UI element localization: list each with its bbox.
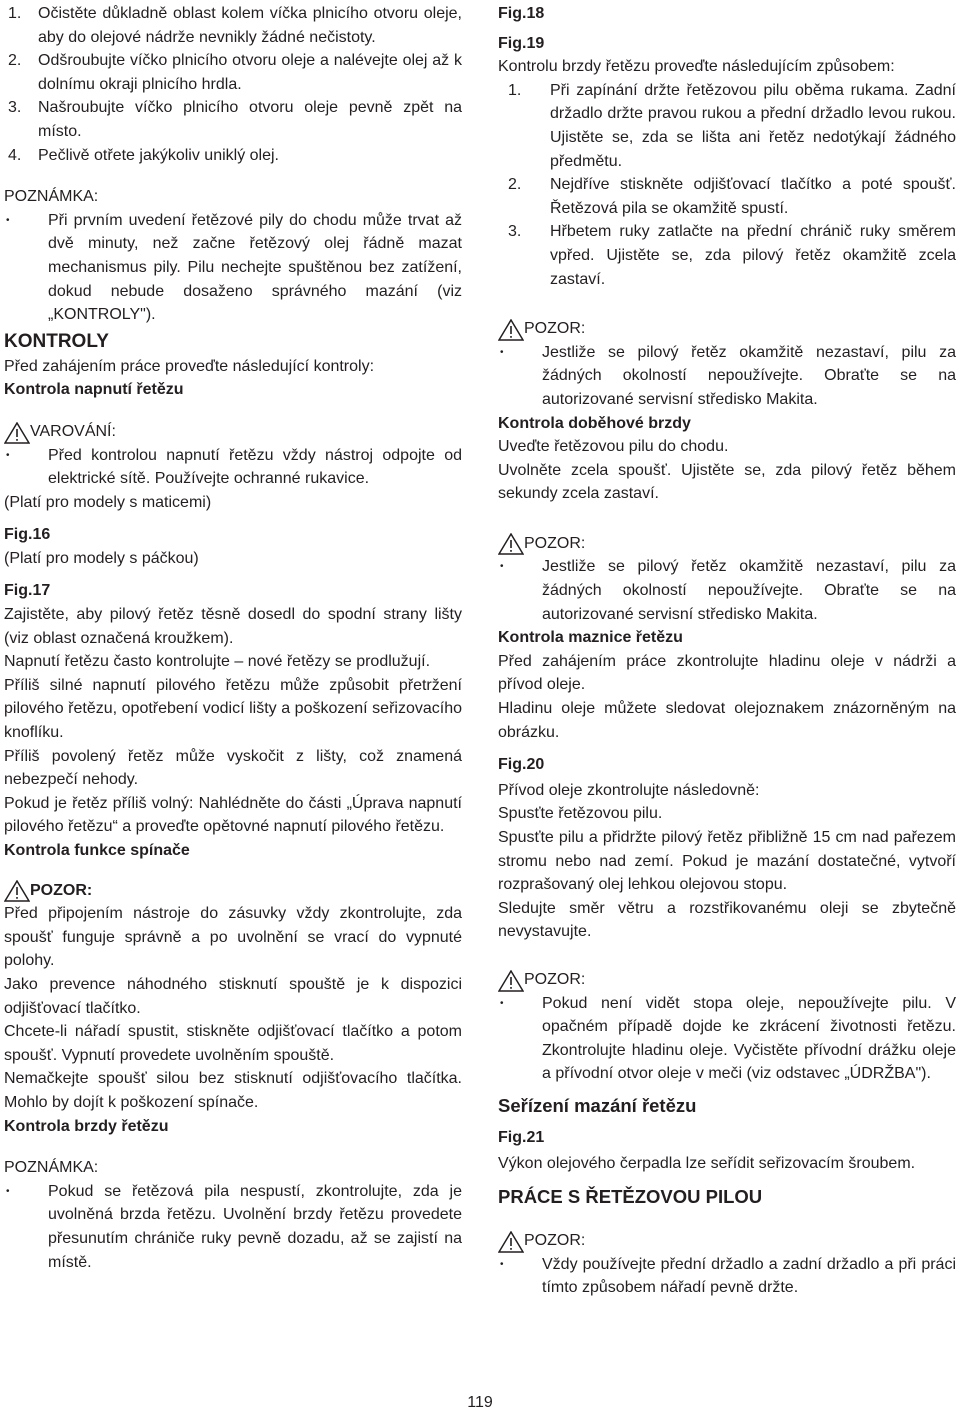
bullet: • bbox=[6, 1185, 10, 1197]
caution-label: POZOR: bbox=[524, 970, 586, 988]
step-text: Pečlivě otřete jakýkoliv uniklý olej. bbox=[38, 146, 279, 164]
caution-header bbox=[498, 1229, 956, 1253]
caution-label: POZOR: bbox=[524, 534, 586, 552]
note-item bbox=[4, 1180, 462, 1274]
tension-paragraph-2: Napnutí řetězu často kontrolujte – nové řetězy se prodlužují. bbox=[4, 653, 431, 671]
step-number: 4. bbox=[8, 146, 22, 164]
caution-header bbox=[498, 317, 956, 341]
switch-paragraph-2: Jako prevence náhodného stisknutí spouště je k dispozici odjišťovací tlačítko. bbox=[4, 975, 462, 1017]
switch-paragraph-4: Nemačkejte spoušť silou bez stisknutí odjišťovacího tlačítka. Mohlo by dojít k poškození spínače. bbox=[4, 1070, 462, 1111]
caution-text: Pokud není vidět stopa oleje, nepoužívejte pilu. V opačném případě dojde ke zkrácení životnosti řetězu. Zkontrolujte hladinu oleje. Vyčistěte přívodní drážku oleje a přívodní otvor oleje v meči (viz odstavec „ÚDRŽBA"). bbox=[542, 994, 956, 1083]
lube-paragraph-2: Hladinu oleje můžete sledovat olejoznakem znázorněným na obrázku. bbox=[498, 700, 956, 741]
step-text: Při zapínání držte řetězovou pilu oběma rukama. Zadní držadlo držte pravou rukou a přední držadlo levou rukou. Ujistěte se, zda se lišta ani řetěz nedotýkají žádného předmětu. bbox=[550, 81, 956, 170]
models-nuts: (Platí pro modely s maticemi) bbox=[4, 493, 212, 511]
right-column bbox=[498, 2, 956, 1300]
lube-paragraph-1: Před zahájením práce zkontrolujte hladinu oleje v nádrži a přívod oleje. bbox=[498, 652, 956, 694]
warning-triangle-icon bbox=[498, 319, 524, 341]
fig-18: Fig.18 bbox=[498, 5, 545, 22]
warning-item bbox=[4, 444, 462, 491]
lube-paragraph-4: Spusťte řetězovou pilu. bbox=[498, 805, 663, 823]
bullet: • bbox=[500, 561, 504, 573]
subheading-overrun-brake: Kontrola doběhové brzdy bbox=[498, 414, 691, 432]
section-heading-kontroly: KONTROLY bbox=[4, 330, 109, 352]
adjust-paragraph: Výkon olejového čerpadla lze seřídit seřizovacím šroubem. bbox=[498, 1154, 916, 1172]
caution-header bbox=[498, 968, 956, 992]
note-label: POZNÁMKA: bbox=[4, 1159, 99, 1177]
fig-21: Fig.21 bbox=[498, 1128, 545, 1146]
subheading-tension: Kontrola napnutí řetězu bbox=[4, 381, 184, 399]
step-text: Odšroubujte víčko plnicího otvoru oleje a nalévejte olej až k dolnímu okraji plnicího hrdla. bbox=[38, 52, 462, 93]
caution-header bbox=[4, 879, 462, 903]
step-number: 1. bbox=[508, 81, 522, 99]
caution-label: POZOR: bbox=[524, 1232, 586, 1250]
caution-item bbox=[498, 555, 956, 626]
lube-paragraph-6: Sledujte směr větru a rozstřikovanému oleji se zbytečně nevystavujte. bbox=[498, 899, 956, 941]
switch-paragraph-1: Před připojením nástroje do zásuvky vždy zkontrolujte, zda spoušť funguje správně a po uvolnění se vrací do vypnuté polohy. bbox=[4, 905, 462, 970]
tension-paragraph-3: Příliš silné napnutí pilového řetězu může způsobit přetržení pilového řetězu, opotřebení vodicí lišty a poškození seřizovacího knoflíku. bbox=[4, 676, 462, 742]
step-number: 3. bbox=[8, 99, 22, 117]
fig-19: Fig.19 bbox=[498, 34, 545, 52]
fig-20: Fig.20 bbox=[498, 756, 545, 774]
overrun-paragraph-1: Uveďte řetězovou pilu do chodu. bbox=[498, 438, 729, 456]
step-text: Našroubujte víčko plnicího otvoru oleje pevně zpět na místo. bbox=[38, 99, 462, 140]
lube-paragraph-3: Přívod oleje zkontrolujte následovně: bbox=[498, 781, 760, 799]
step-4 bbox=[4, 144, 462, 168]
note-item bbox=[4, 209, 462, 327]
step-text: Nejdříve stiskněte odjišťovací tlačítko a poté spoušť. Řetězová pila se okamžitě spustí. bbox=[550, 176, 956, 217]
tension-paragraph-5: Pokud je řetěz příliš volný: Nahlédněte do části „Úprava napnutí pilového řetězu“ a proveďte opětovné napnutí pilového řetězu. bbox=[4, 794, 462, 836]
note-text: Při prvním uvedení řetězové pily do chodu může trvat až dvě minuty, než začne řetězový olej řádně mazat mechanismus pily. Pilu nechejte spuštěnou bez zatížení, dokud nebude dosaženo správného mazání (viz „KONTROLY"). bbox=[48, 211, 462, 324]
overrun-paragraph-2: Uvolněte zcela spoušť. Ujistěte se, zda pilový řetěz během sekundy zcela zastaví. bbox=[498, 461, 956, 503]
warning-label: VAROVÁNÍ: bbox=[30, 422, 116, 440]
brake-intro: Kontrolu brzdy řetězu proveďte následujícím způsobem: bbox=[498, 58, 895, 76]
step-3 bbox=[4, 96, 462, 143]
subheading-switch: Kontrola funkce spínače bbox=[4, 842, 190, 859]
caution-item bbox=[498, 341, 956, 412]
subheading-brake: Kontrola brzdy řetězu bbox=[4, 1117, 169, 1135]
warning-triangle-icon bbox=[498, 1231, 524, 1253]
step-number: 3. bbox=[508, 223, 522, 241]
models-lever: (Platí pro modely s páčkou) bbox=[4, 549, 199, 567]
caution-text: Vždy používejte přední držadlo a zadní držadlo a při práci tímto způsobem nářadí pevně držte. bbox=[542, 1255, 956, 1297]
caution-item bbox=[498, 992, 956, 1086]
brake-step-3 bbox=[498, 220, 956, 291]
section-heading-adjust: Seřízení mazání řetězu bbox=[498, 1094, 697, 1116]
step-number: 2. bbox=[508, 176, 522, 194]
page-number: 119 bbox=[467, 1394, 493, 1411]
warning-triangle-icon bbox=[4, 422, 30, 444]
caution-header bbox=[498, 532, 956, 556]
brake-step-2 bbox=[498, 173, 956, 220]
subheading-lube: Kontrola maznice řetězu bbox=[498, 629, 683, 647]
warning-header bbox=[4, 420, 462, 444]
fig-16: Fig.16 bbox=[4, 526, 51, 544]
step-text: Očistěte důkladně oblast kolem víčka plnicího otvoru oleje, aby do olejové nádrže nevnikly žádné nečistoty. bbox=[38, 5, 462, 46]
bullet: • bbox=[6, 214, 10, 226]
bullet: • bbox=[500, 997, 504, 1009]
lube-paragraph-5: Spusťte pilu a přidržte pilový řetěz přibližně 15 cm nad pařezem stromu nebo nad zemí. Pokud je mazání dostatečné, vytvoří rozprašovaný olej lehkou olejovou stopu. bbox=[498, 829, 956, 894]
left-column bbox=[4, 2, 462, 1274]
caution-label: POZOR: bbox=[524, 320, 586, 338]
tension-paragraph-1: Zajistěte, aby pilový řetěz těsně dosedl do spodní strany lišty (viz oblast označená kroužkem). bbox=[4, 606, 462, 647]
warning-triangle-icon bbox=[498, 970, 524, 992]
warning-triangle-icon bbox=[4, 880, 30, 902]
kontroly-intro: Před zahájením práce proveďte následující kontroly: bbox=[4, 357, 375, 375]
step-number: 1. bbox=[8, 5, 22, 22]
bullet: • bbox=[500, 1258, 504, 1270]
tension-paragraph-4: Příliš povolený řetěz může vyskočit z lišty, což znamená nebezpečí nehody. bbox=[4, 747, 462, 789]
note-label: POZNÁMKA: bbox=[4, 188, 99, 206]
step-1 bbox=[4, 2, 462, 49]
caution-item bbox=[498, 1253, 956, 1300]
section-heading-work: PRÁCE S ŘETĚZOVOU PILOU bbox=[498, 1186, 763, 1208]
bullet: • bbox=[500, 346, 504, 358]
note-text: Pokud se řetězová pila nespustí, zkontrolujte, zda je uvolněná brzda řetězu. Uvolnění brzdy řetězu provedete přesunutím chrániče ruky pevně dozadu, až se zajistí na místě. bbox=[48, 1182, 462, 1271]
caution-text: Jestliže se pilový řetěz okamžitě nezastaví, pilu za žádných okolností nepoužívejte. Obraťte se na autorizované servisní středisko Makita. bbox=[542, 343, 956, 408]
brake-step-1 bbox=[498, 79, 956, 173]
bullet: • bbox=[6, 449, 10, 461]
step-text: Hřbetem ruky zatlačte na přední chránič ruky směrem vpřed. Ujistěte se, zda pilový řetěz okamžitě zcela zastaví. bbox=[550, 223, 956, 288]
warning-text: Před kontrolou napnutí řetězu vždy nástroj odpojte od elektrické sítě. Používejte ochranné rukavice. bbox=[48, 446, 462, 488]
caution-text: Jestliže se pilový řetěz okamžitě nezastaví, pilu za žádných okolností nepoužívejte. Obraťte se na autorizované servisní středisko Makita. bbox=[542, 558, 956, 623]
warning-triangle-icon bbox=[498, 533, 524, 555]
fig-17: Fig.17 bbox=[4, 582, 51, 600]
step-number: 2. bbox=[8, 52, 22, 70]
caution-label: POZOR: bbox=[30, 881, 93, 899]
step-2 bbox=[4, 49, 462, 96]
switch-paragraph-3: Chcete-li nářadí spustit, stiskněte odjišťovací tlačítko a potom spoušť. Vypnutí provedete uvolněním spouště. bbox=[4, 1023, 462, 1064]
